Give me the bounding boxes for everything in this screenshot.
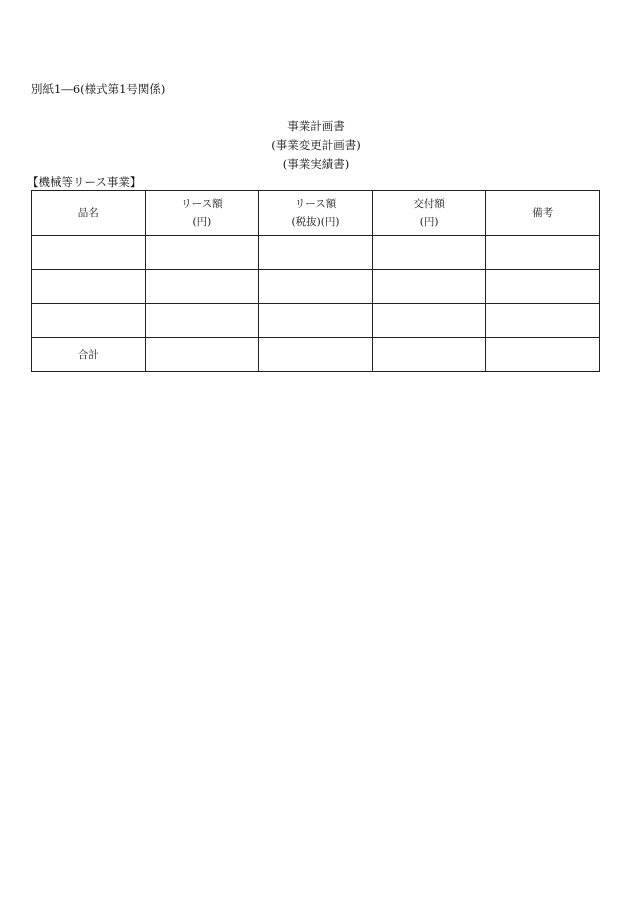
table-cell[interactable]	[486, 236, 600, 270]
title-change-plan: (事業変更計画書)	[271, 138, 361, 152]
table-cell[interactable]	[486, 270, 600, 304]
table-row	[32, 270, 600, 304]
total-cell[interactable]	[486, 338, 600, 372]
total-cell[interactable]	[372, 338, 486, 372]
section-label: 【機械等リース事業】	[27, 175, 142, 189]
header-item-name	[32, 191, 146, 236]
lease-table	[31, 190, 600, 372]
header-lease-amount-excl-tax	[259, 191, 373, 236]
table-total-row	[32, 338, 600, 372]
table-cell[interactable]	[259, 236, 373, 270]
title-plan: 事業計画書	[287, 119, 345, 133]
title-result: (事業実績書)	[282, 157, 350, 171]
header-lease-amount	[145, 191, 259, 236]
table-cell[interactable]	[32, 236, 146, 270]
header-lease-amount-label: リース額	[181, 198, 223, 210]
header-item-name-label: 品名	[77, 207, 99, 219]
table-cell[interactable]	[145, 270, 259, 304]
table-cell[interactable]	[32, 304, 146, 338]
table-cell[interactable]	[32, 270, 146, 304]
header-grant-amount-unit: (円)	[419, 216, 439, 228]
table-cell[interactable]	[145, 304, 259, 338]
table-row	[32, 236, 600, 270]
table-cell[interactable]	[372, 236, 486, 270]
total-label: 合計	[32, 338, 146, 372]
table-cell[interactable]	[259, 304, 373, 338]
document-titles	[0, 117, 630, 174]
header-grant-amount-label: 交付額	[413, 198, 445, 210]
header-lease-amount-excl-tax-label: リース額	[294, 198, 337, 210]
table-cell[interactable]	[145, 236, 259, 270]
header-lease-amount-unit: (円)	[192, 216, 212, 228]
total-cell[interactable]	[259, 338, 373, 372]
table-cell[interactable]	[372, 304, 486, 338]
table-cell[interactable]	[372, 270, 486, 304]
header-remarks-label: 備考	[532, 207, 554, 219]
table-cell[interactable]	[259, 270, 373, 304]
total-cell[interactable]	[145, 338, 259, 372]
header-remarks	[486, 191, 600, 236]
table-cell[interactable]	[486, 304, 600, 338]
table-row	[32, 304, 600, 338]
header-lease-amount-excl-tax-unit: (税抜)(円)	[291, 216, 340, 228]
table-header-row	[32, 191, 600, 236]
form-reference: 別紙1―6(様式第1号関係)	[31, 82, 166, 96]
header-grant-amount	[372, 191, 486, 236]
